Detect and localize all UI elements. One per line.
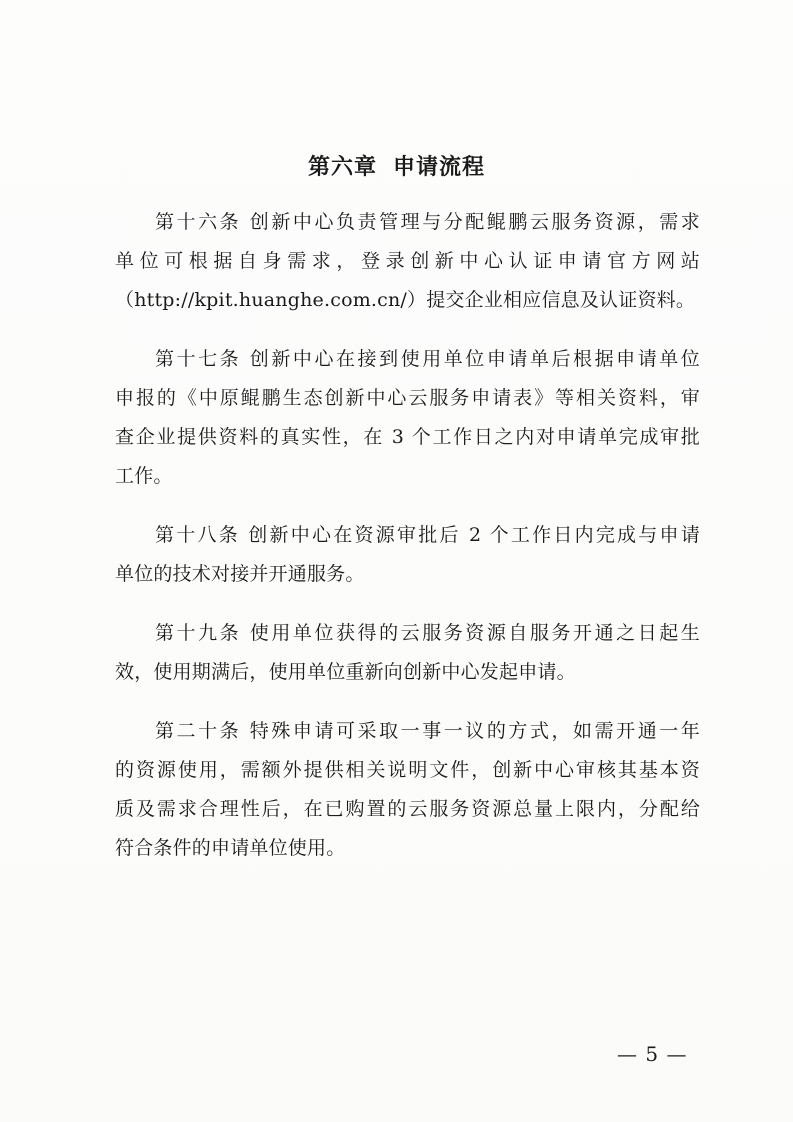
article-16 bbox=[115, 203, 700, 320]
text-line: 符合条件的申请单位使用。 bbox=[115, 837, 346, 859]
text-line: 第十七条 创新中心在接到使用单位申请单后根据申请单位 bbox=[155, 348, 700, 370]
text-line: 查企业提供资料的真实性，在 3 个工作日之内对申请单完成审批 bbox=[115, 426, 700, 448]
chapter-number: 第六章 bbox=[307, 155, 377, 180]
text-line: （http://kpit.huanghe.com.cn/）提交企业相应信息及认证资料。 bbox=[115, 289, 696, 311]
article-20 bbox=[115, 712, 700, 868]
text-line: 第十六条 创新中心负责管理与分配鲲鹏云服务资源，需求 bbox=[155, 211, 700, 233]
chapter-heading bbox=[0, 150, 793, 181]
footer-dash-left: — bbox=[617, 1042, 637, 1066]
chapter-title: 申请流程 bbox=[393, 155, 486, 180]
text-line: 工作。 bbox=[115, 465, 173, 487]
text-line: 第二十条 特殊申请可采取一事一议的方式，如需开通一年 bbox=[155, 720, 700, 742]
text-line: 效，使用期满后，使用单位重新向创新中心发起申请。 bbox=[115, 661, 576, 683]
footer-dash-right: — bbox=[666, 1042, 687, 1066]
article-18 bbox=[115, 516, 700, 594]
text-line: 质及需求合理性后，在已购置的云服务资源总量上限内，分配给 bbox=[115, 798, 700, 820]
text-line: 申报的《中原鲲鹏生态创新中心云服务申请表》等相关资料，审 bbox=[115, 387, 700, 409]
text-line: 第十八条 创新中心在资源审批后 2 个工作日内完成与申请 bbox=[155, 524, 700, 546]
text-line: 单位可根据自身需求，登录创新中心认证申请官方网站 bbox=[115, 250, 700, 272]
text-line: 的资源使用，需额外提供相关说明文件，创新中心审核其基本资 bbox=[115, 759, 700, 781]
page-footer bbox=[615, 1042, 735, 1066]
page-number: 5 bbox=[645, 1042, 659, 1066]
document-body bbox=[115, 203, 700, 888]
text-line: 第十九条 使用单位获得的云服务资源自服务开通之日起生 bbox=[155, 622, 700, 644]
text-line: 单位的技术对接并开通服务。 bbox=[115, 563, 365, 585]
article-19 bbox=[115, 614, 700, 692]
article-17 bbox=[115, 340, 700, 496]
